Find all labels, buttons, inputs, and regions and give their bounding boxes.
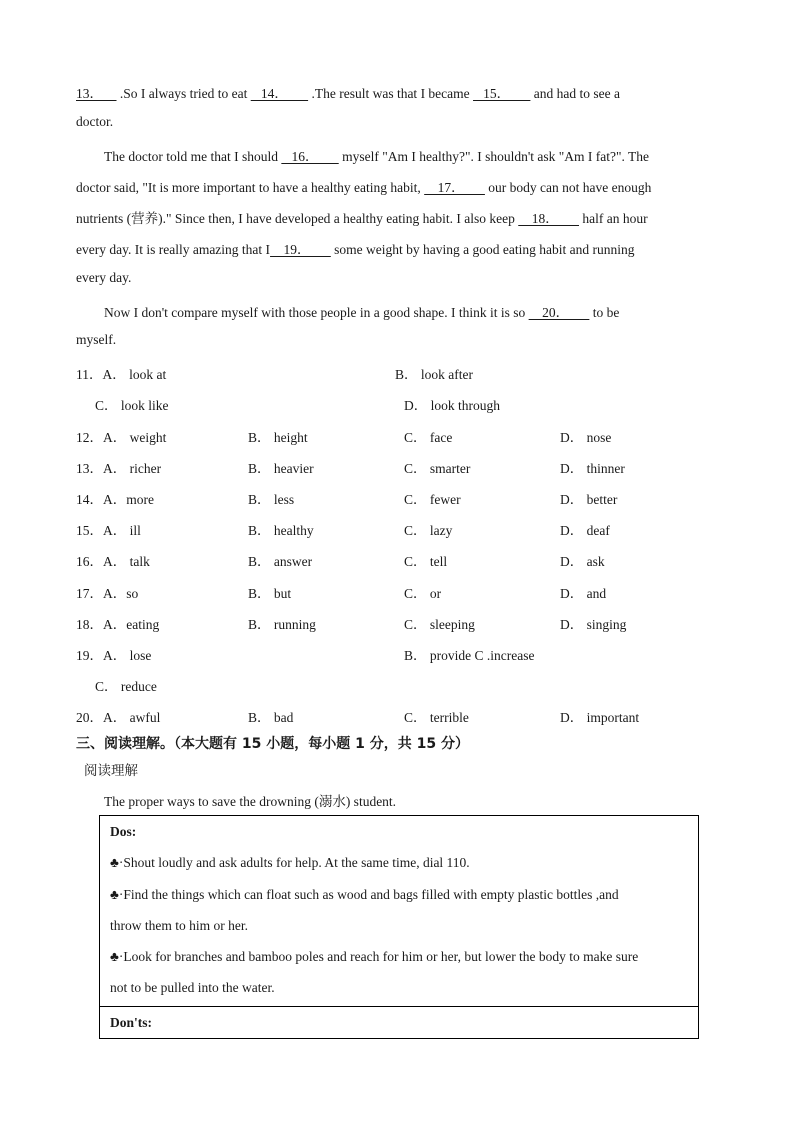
q13-option-b[interactable]: B． heavier	[248, 461, 314, 476]
blank-14[interactable]: 14．	[250, 86, 309, 101]
q16-option-a[interactable]: 16．A． talk	[76, 554, 150, 569]
q12-option-a[interactable]: 12．A． weight	[76, 430, 167, 445]
q12-option-c[interactable]: C． face	[404, 430, 453, 445]
donts-title: Don'ts:	[110, 1015, 153, 1030]
q16-option-d[interactable]: D． ask	[560, 554, 605, 569]
passage-text: .So I always tried to eat	[116, 86, 251, 101]
section-heading: 三、阅读理解。（本大题有 15 小题，每小题 1 分，共 15 分）	[76, 736, 469, 752]
passage-line-1	[76, 82, 620, 102]
q16-option-c[interactable]: C． tell	[404, 554, 448, 569]
dos-donts-table	[99, 815, 699, 1039]
passage-line-5	[76, 207, 648, 227]
q20-option-b[interactable]: B． bad	[248, 710, 294, 725]
blank-15[interactable]: 15．	[473, 86, 531, 101]
q20-option-c[interactable]: C． terrible	[404, 710, 469, 725]
blank-19[interactable]: 19．	[270, 242, 331, 257]
q15-option-d[interactable]: D． deaf	[560, 523, 610, 538]
passage-text: Now I don't compare myself with those people in a good shape. I think it is so	[104, 305, 529, 320]
reading-intro: The proper ways to save the drowning (溺水) student.	[104, 794, 397, 809]
q17-option-c[interactable]: C． or	[404, 586, 442, 601]
q16-option-b[interactable]: B． answer	[248, 554, 313, 569]
passage-text: .The result was that I became	[308, 86, 474, 101]
q12-option-b[interactable]: B． height	[248, 430, 308, 445]
passage-text: The doctor told me that I should	[104, 149, 282, 164]
q14-option-a[interactable]: 14．A．more	[76, 492, 154, 507]
passage-line-3	[104, 145, 649, 165]
passage-text: myself "Am I healthy?". I shouldn't ask "Am I fat?". The	[338, 149, 650, 164]
passage-line-4	[76, 176, 651, 196]
dos-item-2-cont: throw them to him or her.	[110, 918, 248, 933]
blank-17[interactable]: 17．	[424, 180, 485, 195]
q20-option-a[interactable]: 20．A． awful	[76, 710, 161, 725]
q13-option-a[interactable]: 13．A． richer	[76, 461, 162, 476]
q14-option-b[interactable]: B． less	[248, 492, 295, 507]
q15-option-a[interactable]: 15．A． ill	[76, 523, 141, 538]
q13-option-c[interactable]: C． smarter	[404, 461, 471, 476]
blank-13[interactable]: 13．	[76, 86, 117, 101]
passage-text: doctor said, "It is more important to have a healthy eating habit,	[76, 180, 425, 195]
passage-text: and had to see a	[530, 86, 620, 101]
q18-option-d[interactable]: D． singing	[560, 617, 627, 632]
q19-option-c[interactable]: C． reduce	[95, 679, 157, 694]
passage-line-7: every day.	[76, 270, 132, 285]
passage-line-9: myself.	[76, 332, 117, 347]
q11-option-c[interactable]: C． look like	[95, 398, 169, 413]
q11-option-b[interactable]: B． look after	[395, 367, 473, 382]
q15-option-b[interactable]: B． healthy	[248, 523, 314, 538]
q13-option-d[interactable]: D． thinner	[560, 461, 625, 476]
q17-option-d[interactable]: D． and	[560, 586, 607, 601]
dos-item-3-cont: not to be pulled into the water.	[110, 980, 275, 995]
dos-item-3: ♣·Look for branches and bamboo poles and reach for him or her, but lower the body to make sure	[110, 949, 639, 964]
q20-option-d[interactable]: D． important	[560, 710, 640, 725]
passage-text: every day. It is really amazing that I	[76, 242, 271, 257]
q18-option-a[interactable]: 18．A．eating	[76, 617, 160, 632]
passage-text: nutrients (营养)." Since then, I have developed a healthy eating habit. I also keep	[76, 211, 519, 226]
q18-option-c[interactable]: C． sleeping	[404, 617, 475, 632]
q15-option-c[interactable]: C． lazy	[404, 523, 453, 538]
table-divider	[100, 1006, 698, 1007]
passage-text: half an hour	[579, 211, 648, 226]
passage-line-8	[104, 301, 619, 321]
blank-18[interactable]: 18．	[518, 211, 579, 226]
dos-item-2: ♣·Find the things which can float such as wood and bags filled with empty plastic bottles ,and	[110, 887, 619, 902]
passage-text: our body can not have enough	[484, 180, 652, 195]
q14-option-c[interactable]: C． fewer	[404, 492, 461, 507]
passage-line-6	[76, 238, 635, 258]
passage-line-2: doctor.	[76, 114, 114, 129]
passage-text: some weight by having a good eating habit and running	[330, 242, 635, 257]
q14-option-d[interactable]: D． better	[560, 492, 618, 507]
q19-option-b[interactable]: B． provide C .increase	[404, 648, 535, 663]
q17-option-b[interactable]: B． but	[248, 586, 292, 601]
section-subheading: 阅读理解	[84, 763, 138, 779]
q11-option-d[interactable]: D． look through	[404, 398, 500, 413]
blank-16[interactable]: 16．	[281, 149, 339, 164]
passage-text: to be	[589, 305, 620, 320]
q17-option-a[interactable]: 17．A．so	[76, 586, 139, 601]
q19-option-a[interactable]: 19．A． lose	[76, 648, 152, 663]
dos-title: Dos:	[110, 824, 137, 839]
q11-option-a[interactable]: 11．A． look at	[76, 367, 167, 382]
q18-option-b[interactable]: B． running	[248, 617, 316, 632]
q12-option-d[interactable]: D． nose	[560, 430, 612, 445]
dos-item-1: ♣·Shout loudly and ask adults for help. At the same time, dial 110.	[110, 855, 470, 870]
blank-20[interactable]: 20．	[528, 305, 590, 320]
